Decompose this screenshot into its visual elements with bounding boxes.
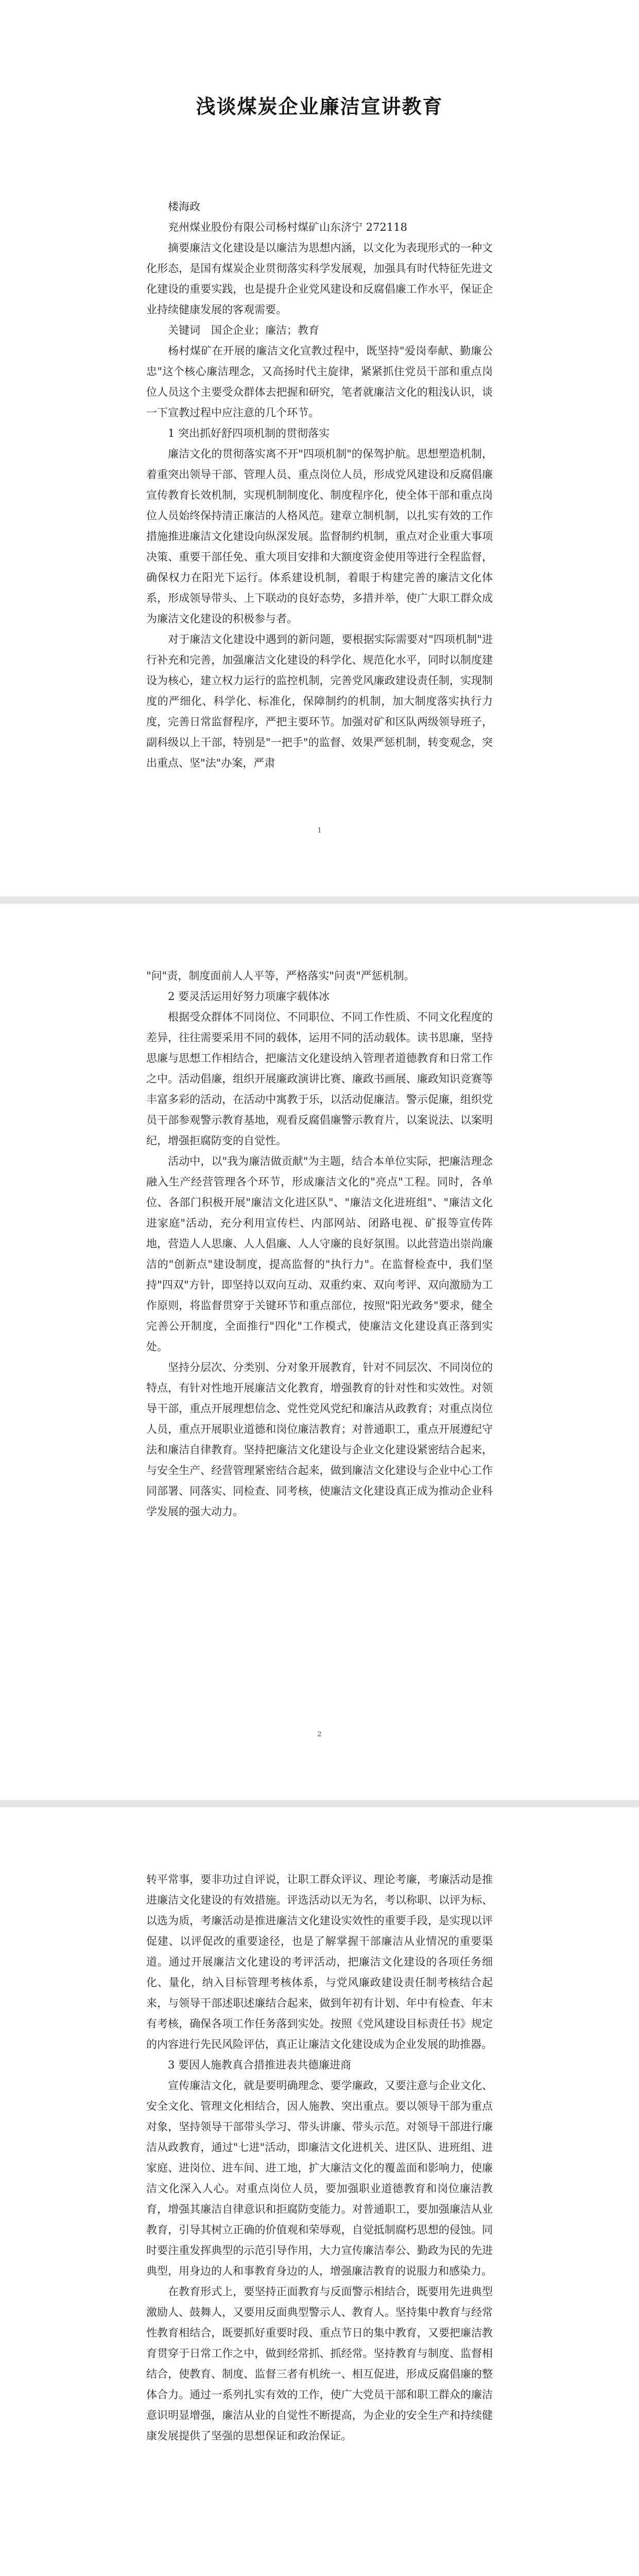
- page-number: 2: [317, 1731, 322, 1738]
- abstract: 摘要廉洁文化建设是以廉洁为思想内涵，以文化为表现形式的一种文化形态，是国有煤炭企业贯彻落实科学发展观，加强具有时代特征先进文化建设的重要实践，也是提升企业党风建设和反腐倡廉工作水平，保证企业持续健康发展的客观需要。: [146, 242, 493, 316]
- section-3-paragraph: 宣传廉洁文化，就是要明确理念、要学廉政，又要注意与企业文化、安全文化、管理文化相结合，因人施教、突出重点。要以领导干部为重点对象，坚持领导干部带头学习、带头讲廉、带头示范。对领导干部进行廉洁从政教育，通过"七进"活动，即廉洁文化进机关、进区队、进班组、进家庭、进岗位、进车间、进工地，扩大廉洁文化的覆盖面和影响力，使廉洁文化深入人心。对重点岗位人员，要加强职业道德教育和岗位廉洁教育，增强其廉洁自律意识和拒腐防变能力。对普通职工，要加强廉洁从业教育，引导其树立正确的价值观和荣辱观，自觉抵制腐朽思想的侵蚀。同时要注重发挥典型的示范引导作用，大力宣传廉洁奉公、勤政为民的先进典型，用身边的人和事教育身边的人，增强廉洁教育的说服力和感染力。: [146, 2079, 493, 2277]
- keywords: 关键词 国企企业；廉洁；教育: [168, 324, 319, 336]
- page-content: [146, 965, 493, 1522]
- section-1-paragraph: 廉洁文化的贯彻落实离不开"四项机制"的保驾护航。思想塑造机制，着重突出领导干部、管理人员、重点岗位人员，形成党风建设和反腐倡廉宣传教育长效机制，实现机制制度化、制度程序化，使全体干部和重点岗位人员始终保持清正廉洁的人格风范。建章立制机制，以扎实有效的工作措施推进廉洁文化建设向纵深发展。监督制约机制，重点对企业重大事项决策、重要干部任免、重大项目安排和大额度资金使用等进行全程监督，确保权力在阳光下运行。体系建设机制，着眼于构建完善的廉洁文化体系，形成领导带头、上下联动的良好态势，多措并举，使广大职工群众成为廉洁文化建设的积极参与者。: [146, 448, 493, 625]
- carried-paragraph: "问"责，制度面前人人平等，严格落实"问责"严惩机制。: [146, 970, 415, 982]
- section-2-paragraph: 坚持分层次、分类别、分对象开展教育，针对不同层次、不同岗位的特点，有针对性地开展廉洁文化教育，增强教育的针对性和实效性。对领导干部，重点开展理想信念、党性党风党纪和廉洁从政教育；对重点岗位人员，重点开展职业道德和岗位廉洁教育；对普通职工，重点开展遵纪守法和廉洁自律教育。坚持把廉洁文化建设与企业文化建设紧密结合起来，与安全生产、经营管理紧密结合起来，做到廉洁文化建设与企业中心工作同部署、同落实、同检查、同考核，使廉洁文化建设真正成为推动企业科学发展的强大动力。: [146, 1361, 493, 1518]
- section-2-heading: 2 要灵活运用好努力项廉字载体冰: [168, 990, 330, 1003]
- author-name: 楼海政: [168, 200, 200, 213]
- article-title: 浅谈煤炭企业廉洁宣讲教育: [196, 95, 443, 118]
- section-3-paragraph: 在教育形式上，要坚持正面教育与反面警示相结合，既要用先进典型激励人、鼓舞人，又要用反面典型警示人、教育人。坚持集中教育与经常性教育相结合，既要抓好重要时段、重点节日的集中教育，又要把廉洁教育贯穿于日常工作之中，做到经常抓、抓经常。坚持教育与制度、监督相结合，使教育、制度、监督三者有机统一、相互促进，形成反腐倡廉的整体合力。通过一系列扎实有效的工作，使广大党员干部和职工群众的廉洁意识明显增强，廉洁从业的自觉性不断提高，为企业的安全生产和持续健康发展提供了坚强的思想保证和政治保证。: [146, 2285, 493, 2442]
- author-affiliation: 兖州煤业股份有限公司杨村煤矿山东济宁 272118: [168, 221, 407, 233]
- intro-paragraph: 杨村煤矿在开展的廉洁文化宣教过程中，既坚持"爱岗奉献、勤廉公忠"这个核心廉洁理念，又高扬时代主旋律，紧紧抓住党员干部和重点岗位人员这个主要受众群体去把握和研究，笔者就廉洁文化的粗浅认识，谈一下宣教过程中应注意的几个环节。: [146, 345, 493, 419]
- document-page-1: [0, 0, 639, 896]
- carried-paragraph: 转平常事，要非功过自评说，让职工群众评议、理论考廉，考廉活动是推进廉洁文化建设的有效措施。评选活动以无为名，考以称职、以评为标、以选为质，考廉活动是推进廉洁文化建设实效性的重要手段，是实现以评促建、以评促改的重要途径，也是了解掌握干部廉洁从业情况的重要渠道。通过开展廉洁文化建设的考评活动，把廉洁文化建设的各项任务细化、量化，纳入目标管理考核体系，与党风廉政建设责任制考核结合起来，与领导干部述职述廉结合起来，做到年初有计划、年中有检查、年末有考核，确保各项工作任务落到实处。按照《党风建设目标责任书》规定的内容进行先民风险评估，真正让廉洁文化建设成为企业发展的助推器。: [146, 1873, 493, 2050]
- section-1-paragraph: 对于廉洁文化建设中遇到的新问题，要根据实际需要对"四项机制"进行补充和完善，加强廉洁文化建设的科学化、规范化水平，同时以制度建设为核心，建立权力运行的监控机制，完善党风廉政建设责任制，实现制度的严细化、科学化、标准化，保障制约的机制，加大制度落实执行力度，完善日常监督程序，严把主要环节。加强对矿和区队两级领导班子，副科级以上干部，特别是"一把手"的监督、效果严惩机制，转变观念，突出重点、坚"法"办案，严肃: [146, 633, 493, 769]
- page-content: [146, 61, 493, 773]
- document-page-2: [0, 904, 639, 1800]
- section-2-paragraph: 根据受众群体不同岗位、不同职位、不同工作性质、不同文化程度的差异，往往需要采用不同的载体，运用不同的活动载体。读书思廉，坚持思廉与思想工作相结合，把廉洁文化建设纳入管理者道德教育和日常工作之中。活动倡廉，组织开展廉政演讲比赛、廉政书画展、廉政知识竞赛等丰富多彩的活动，在活动中寓教于乐，以活动促廉洁。警示促廉，组织党员干部参观警示教育基地，观看反腐倡廉警示教育片，以案说法、以案明纪，增强拒腐防变的自觉性。: [146, 1011, 493, 1147]
- section-2-paragraph: 活动中，以"我为廉洁做贡献"为主题，结合本单位实际，把廉洁理念融入生产经营管理各个环节，形成廉洁文化的"亮点"工程。同时，各单位、各部门积极开展"廉洁文化进区队"、"廉洁文化进班组"、"廉洁文化进家庭"活动，充分利用宣传栏、内部网站、闭路电视、矿报等宣传阵地，营造人人思廉、人人倡廉、人人守廉的良好氛围。以此营造出崇尚廉洁的"创新点"建设制度，提高监督的"执行力"。在监督检查中，我们坚持"四双"方针，即坚持以双向互动、双重约束、双向考评、双向激励为工作原则，将监督贯穿于关键环节和重点部位，按照"阳光政务"要求，健全完善公开制度，全面推行"四化"工作模式，使廉洁文化建设真正落到实处。: [146, 1155, 493, 1353]
- section-1-heading: 1 突出抓好舒四项机制的贯彻落实: [168, 427, 330, 439]
- page-number: 1: [317, 827, 322, 835]
- document-page-3: [0, 1807, 639, 2576]
- page-content: [146, 1869, 493, 2446]
- section-3-heading: 3 要因人施教真合措推进表共德廉进商: [168, 2059, 352, 2071]
